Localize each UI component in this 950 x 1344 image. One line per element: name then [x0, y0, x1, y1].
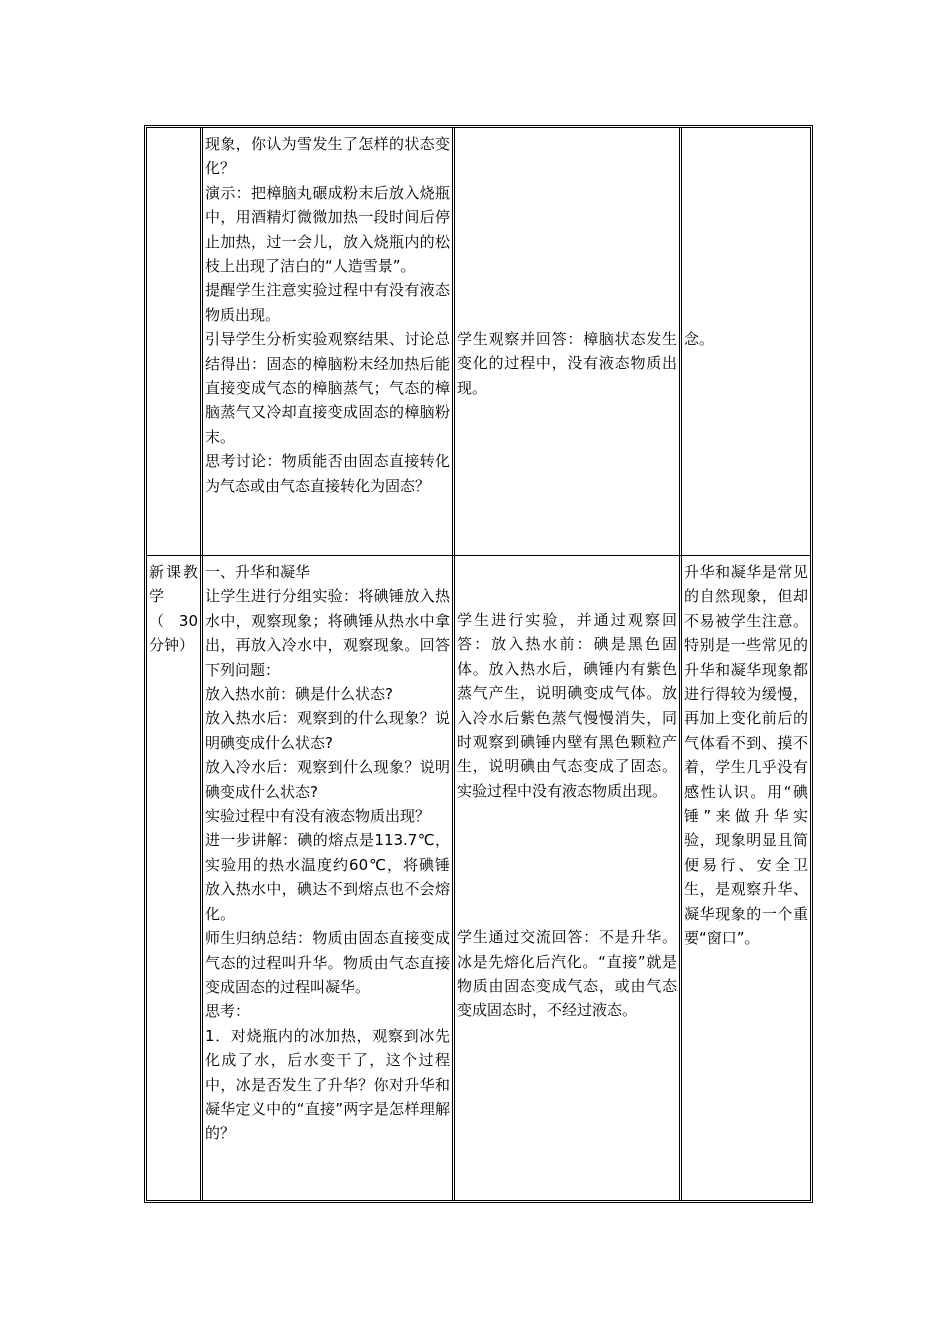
paragraph: 师生归纳总结：物质由固态直接变成气态的过程叫升华。物质由气态直接变成固态的过程叫凝华。	[205, 929, 450, 996]
paragraph: 学生进行实验，并通过观察回答：放入热水前：碘是黑色固体。放入热水后，碘锤内有紫色蒸气产生，说明碘变成气体。放入冷水后紫色蒸气慢慢消失，同时观察到碘锤内壁有黑色颗粒产生，说明碘由气态变成了固态。实验过程中没有液态物质出现。	[457, 611, 677, 800]
paragraph: 放入热水后：观察到的什么现象？说明碘变成什么状态?	[205, 709, 450, 752]
paragraph: 放入冷水后：观察到什么现象？说明碘变成什么状态?	[205, 758, 450, 801]
table-row	[147, 128, 810, 555]
paragraph: 1．对烧瓶内的冰加热，观察到冰先化成了水，后水变干了，这个过程中，冰是否发生了升华？你对升华和凝华定义中的“直接”两字是怎样理解的？	[205, 1026, 450, 1143]
paragraph: 引导学生分析实验观察结果、讨论总结得出：固态的樟脑粉末经加热后能直接变成气态的樟脑蒸气；气态的樟脑蒸气又冷却直接变成固态的樟脑粉末。	[205, 330, 450, 446]
paragraph: 一、升华和凝华	[205, 563, 311, 581]
paragraph: 思考讨论：物质能否由固态直接转化为气态或由气态直接转化为固态？	[205, 452, 450, 495]
paragraph: 念。	[684, 330, 715, 348]
teacher-activity-cell	[203, 128, 455, 555]
stage-label: 新课教学（30分钟）	[149, 563, 198, 655]
paragraph: 思考：	[205, 1002, 251, 1021]
paragraph: 让学生进行分组实验：将碘锤放入热水中，观察现象；将碘锤从热水中拿出，再放入冷水中，观察现象。回答下列问题：	[205, 587, 450, 679]
paragraph: 放入热水前：碘是什么状态?	[205, 685, 393, 704]
paragraph: 进一步讲解：碘的熔点是113.7℃，实验用的热水温度约60℃，将碘锤放入热水中，碘达不到熔点也不会熔化。	[205, 831, 450, 923]
paragraph: 升华和凝华是常见的自然现象，但却不易被学生注意。特别是一些常见的升华和凝华现象都进行得较为缓慢，再加上变化前后的气体看不到、摸不着，学生几乎没有感性认识。用“碘锤”来做升华实验，现象明显且简便易行、安全卫生，是观察升华、凝华现象的一个重要“窗口”。	[684, 563, 808, 948]
paragraph: 实验过程中有没有液态物质出现？	[205, 807, 431, 826]
paragraph: 演示：把樟脑丸碾成粉末后放入烧瓶中，用酒精灯微微加热一段时间后停止加热，过一会儿，放入烧瓶内的松枝上出现了洁白的“人造雪景”。	[205, 183, 450, 276]
stage-cell	[147, 128, 203, 555]
paragraph: 学生观察并回答：樟脑状态发生变化的过程中，没有液态物质出现。	[457, 330, 677, 397]
student-activity-cell	[455, 556, 682, 1201]
teacher-activity-cell	[203, 556, 455, 1201]
lesson-plan-table	[144, 125, 813, 1203]
paragraph: 学生通过交流回答：不是升华。冰是先熔化后汽化。“直接”就是物质由固态变成气态，或由气态变成固态时，不经过液态。	[457, 928, 677, 1020]
design-intent-cell	[682, 556, 810, 1201]
design-intent-cell	[682, 128, 810, 555]
student-activity-cell	[455, 128, 682, 555]
paragraph: 提醒学生注意实验过程中有没有液态物质出现。	[205, 281, 450, 324]
table-row	[147, 555, 810, 1201]
stage-cell	[147, 556, 203, 1201]
paragraph: 现象，你认为雪发生了怎样的状态变化？	[205, 135, 450, 178]
